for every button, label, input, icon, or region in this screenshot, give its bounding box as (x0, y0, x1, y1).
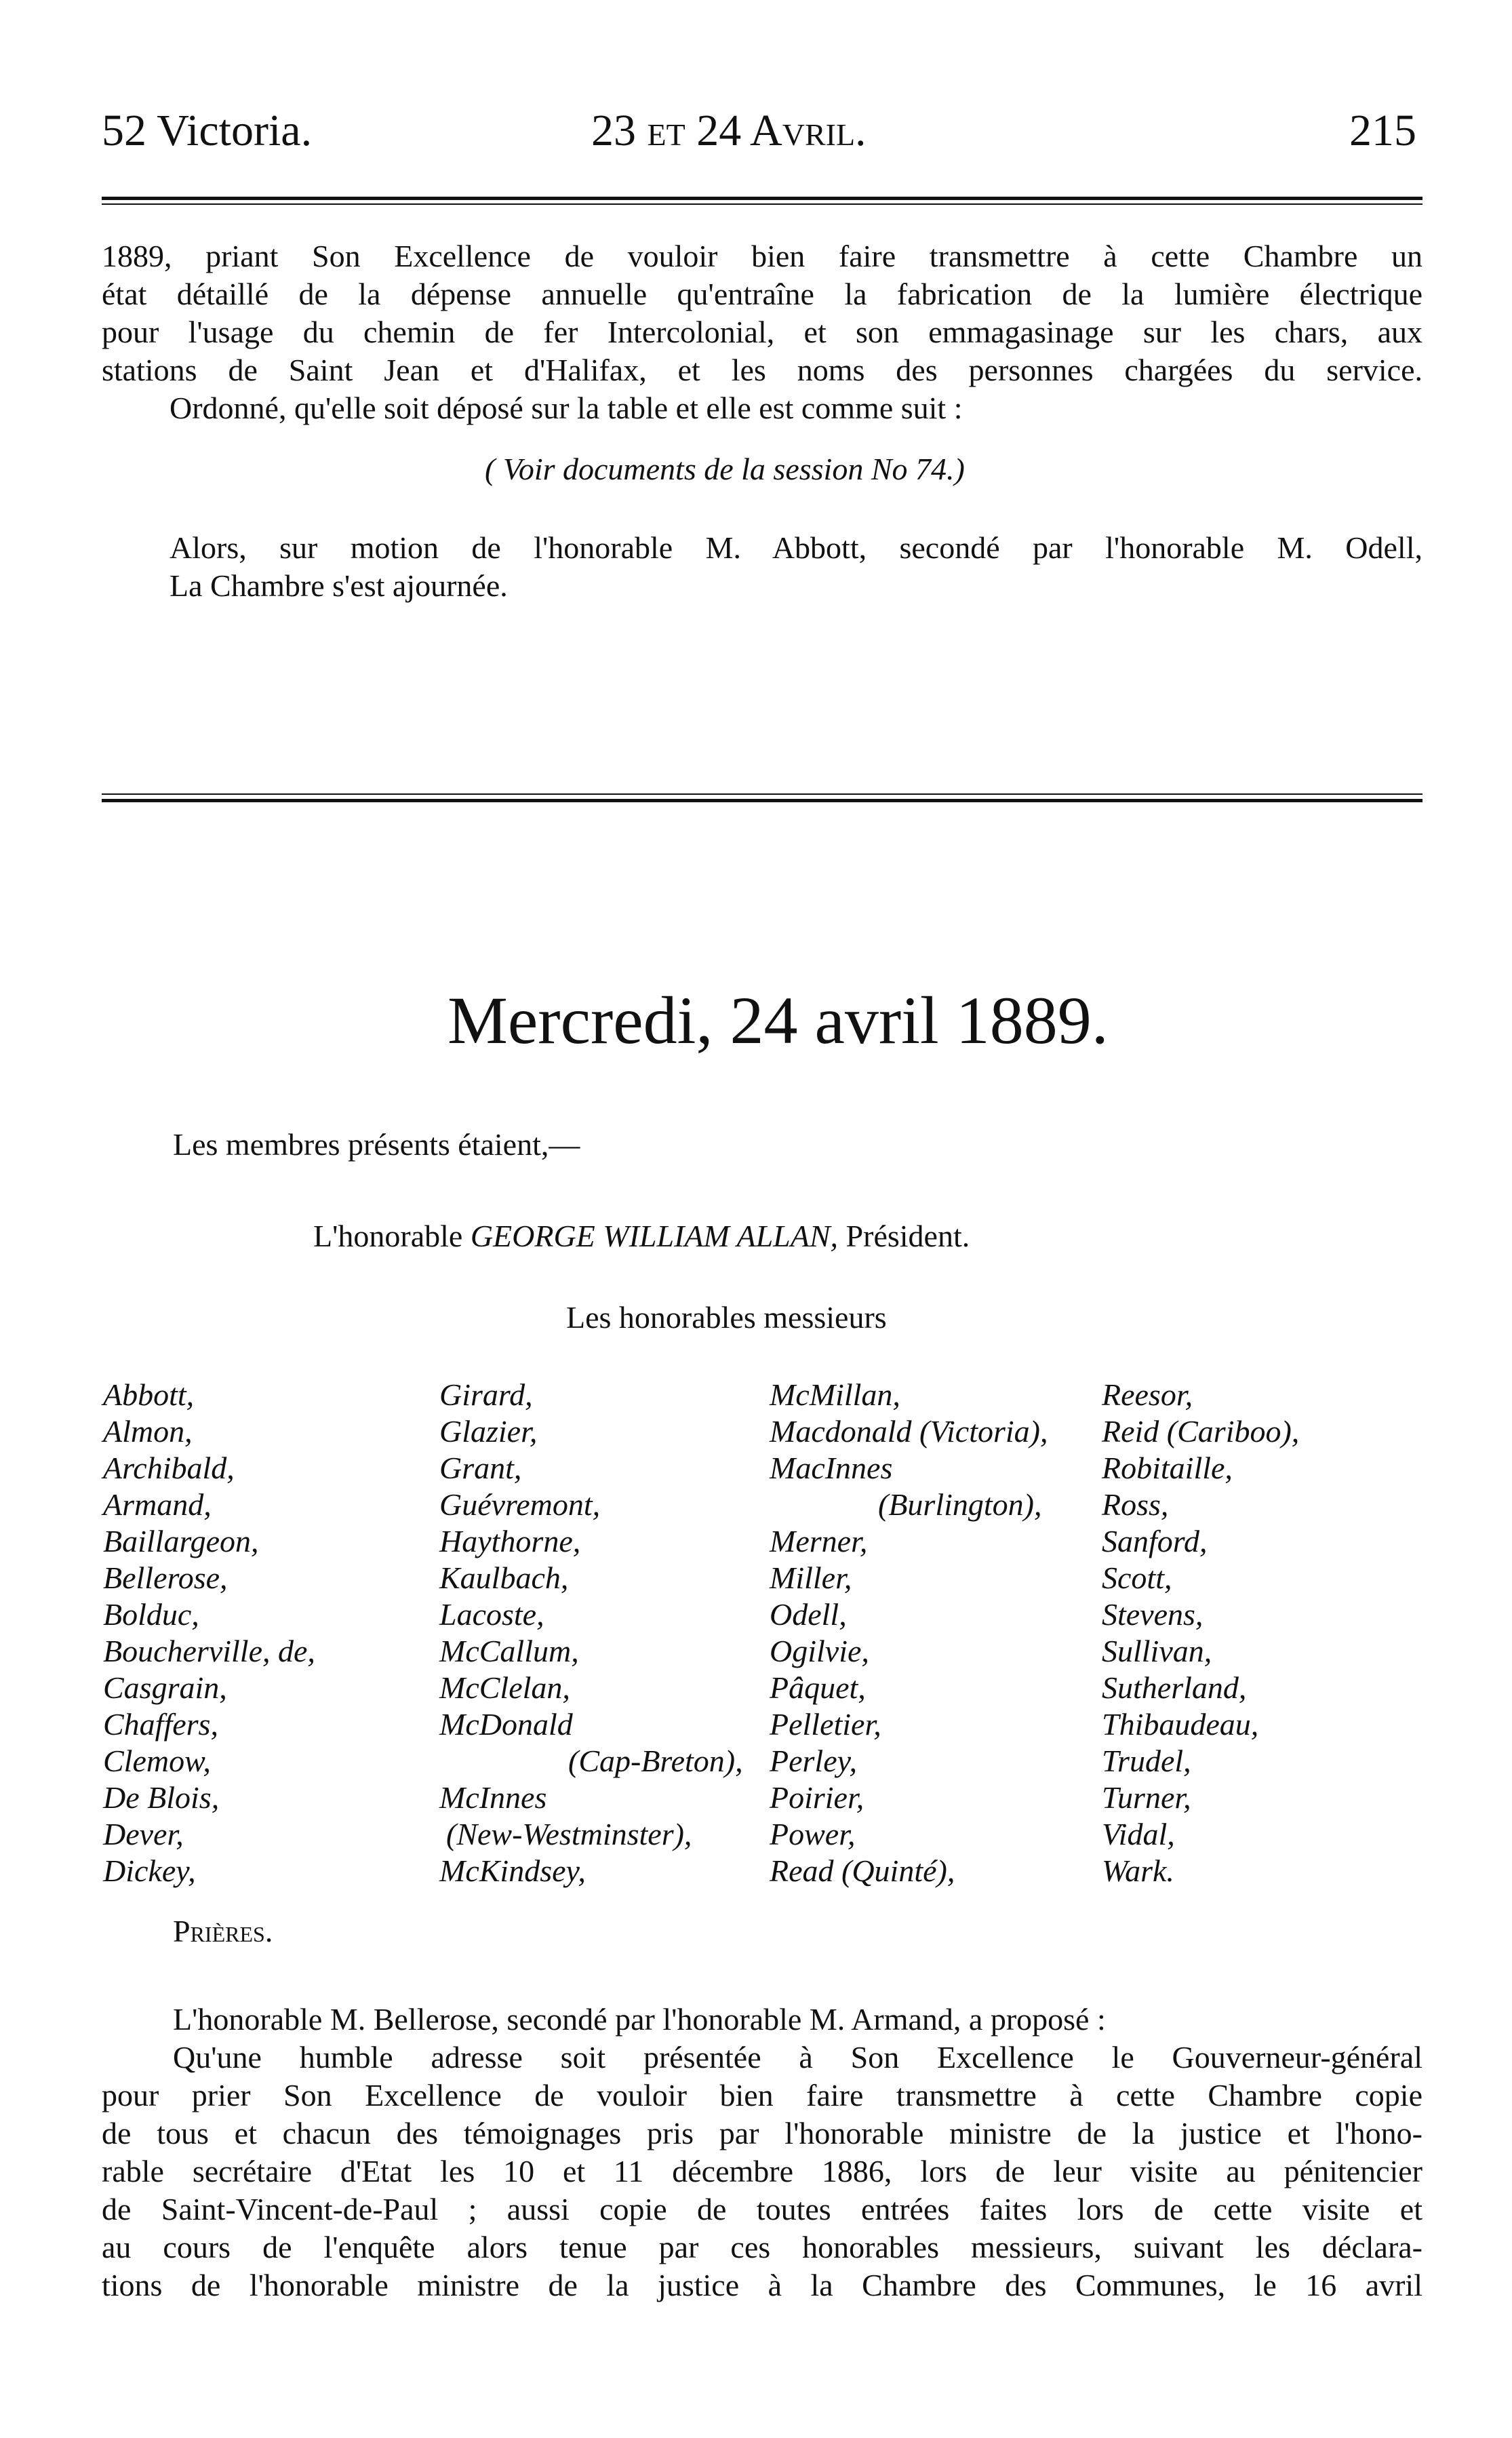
adjournment-line: La Chambre s'est ajournée. (170, 568, 508, 603)
continuation-line: stations de Saint Jean et d'Halifax, et les noms des personnes chargées du service. (102, 353, 1423, 387)
member-name: Wark. (1102, 1853, 1174, 1888)
member-name: MacInnes (770, 1451, 893, 1485)
member-name: Guévremont, (439, 1487, 601, 1522)
member-name: Grant, (439, 1451, 522, 1485)
section-rule-thick (102, 799, 1423, 802)
member-name: Power, (770, 1817, 856, 1851)
motion-line: Qu'une humble adresse soit présentée à Son Excellence le Gouverneur-général (173, 2040, 1423, 2075)
member-name: Lacoste, (439, 1597, 544, 1632)
member-name: Merner, (770, 1524, 868, 1558)
motion-line: au cours de l'enquête alors tenue par ces honorables messieurs, suivant les déclara- (102, 2230, 1423, 2264)
members-present-line: Les membres présents étaient,— (173, 1127, 580, 1162)
member-name: Kaulbach, (439, 1560, 569, 1595)
members-column-4 (1102, 1377, 1299, 1889)
president-line (313, 1217, 970, 1255)
member-name: McMillan, (770, 1377, 900, 1412)
member-name: Odell, (770, 1597, 847, 1632)
member-name-continuation: (Cap-Breton), (568, 1744, 743, 1778)
continuation-line: 1889, priant Son Excellence de vouloir bien faire transmettre à cette Chambre un (102, 239, 1423, 273)
member-name: Girard, (439, 1377, 533, 1412)
member-name: Reid (Cariboo), (1102, 1414, 1300, 1449)
members-column-2 (439, 1377, 743, 1889)
continuation-line: état détaillé de la dépense annuelle qu'entraîne la fabrication de la lumière électrique (102, 277, 1423, 311)
page-number: 215 (1349, 106, 1416, 155)
member-name: Pelletier, (770, 1707, 881, 1742)
member-name: Turner, (1102, 1780, 1191, 1815)
member-name: Thibaudeau, (1102, 1707, 1259, 1742)
member-name: Ogilvie, (770, 1634, 869, 1668)
member-name: Poirier, (770, 1780, 864, 1815)
member-name: Armand, (103, 1487, 212, 1522)
member-name: Glazier, (439, 1414, 538, 1449)
order-line: Ordonné, qu'elle soit déposé sur la table et elle est comme suit : (170, 391, 963, 425)
member-name: Archibald, (103, 1451, 235, 1485)
member-name: Miller, (770, 1560, 852, 1595)
member-name: Macdonald (Victoria), (770, 1414, 1048, 1449)
members-column-1 (103, 1377, 315, 1889)
member-name: Read (Quinté), (770, 1853, 955, 1888)
president-suffix: Président. (845, 1219, 970, 1253)
president-name: GEORGE WILLIAM ALLAN, (470, 1219, 839, 1253)
motion-line: pour prier Son Excellence de vouloir bien faire transmettre à cette Chambre copie (102, 2078, 1423, 2112)
member-name: Clemow, (103, 1744, 211, 1778)
member-name: Almon, (103, 1414, 193, 1449)
honorables-heading: Les honorables messieurs (566, 1300, 887, 1335)
member-name: McDonald (439, 1707, 573, 1742)
sitting-date-title: Mercredi, 24 avril 1889. (447, 983, 1109, 1058)
continuation-line: pour l'usage du chemin de fer Intercolonial, et son emmagasinage sur les chars, aux (102, 315, 1423, 349)
member-name: Vidal, (1102, 1817, 1175, 1851)
member-name: Robitaille, (1102, 1451, 1233, 1485)
member-name-continuation: (New-Westminster), (446, 1817, 692, 1851)
motion-line: tions de l'honorable ministre de la justice à la Chambre des Communes, le 16 avril (102, 2268, 1423, 2302)
member-name: Baillargeon, (103, 1524, 259, 1558)
motion-line: de Saint-Vincent-de-Paul ; aussi copie de toutes entrées faites lors de cette visite et (102, 2192, 1423, 2226)
member-name: McCallum, (439, 1634, 579, 1668)
member-name: Ross, (1102, 1487, 1169, 1522)
member-name: Reesor, (1102, 1377, 1193, 1412)
motion-line: L'honorable M. Bellerose, secondé par l'honorable M. Armand, a proposé : (173, 2002, 1106, 2037)
member-name: Haythorne, (439, 1524, 581, 1558)
member-name: Chaffers, (103, 1707, 218, 1742)
member-name: McKindsey, (439, 1853, 586, 1888)
motion-line: rable secrétaire d'Etat les 10 et 11 décembre 1886, lors de leur visite au pénitencier (102, 2154, 1423, 2188)
member-name: Sullivan, (1102, 1634, 1212, 1668)
member-name: Dever, (103, 1817, 184, 1851)
member-name: Sanford, (1102, 1524, 1208, 1558)
member-name: Trudel, (1102, 1744, 1191, 1778)
member-name: Bolduc, (103, 1597, 199, 1632)
running-head-left: 52 Victoria. (102, 106, 313, 155)
member-name: Boucherville, de, (103, 1634, 315, 1668)
header-rule-thick (102, 197, 1423, 200)
member-name: Pâquet, (770, 1670, 866, 1705)
member-name: McInnes (439, 1780, 547, 1815)
documents-reference: ( Voir documents de la session No 74.) (485, 452, 965, 486)
members-column-3 (770, 1377, 1048, 1889)
running-head-center: 23 et 24 Avril. (591, 106, 867, 155)
prayers-heading: Prières. (173, 1914, 273, 1948)
president-prefix: L'honorable (313, 1219, 463, 1253)
member-name: Bellerose, (103, 1560, 228, 1595)
member-name: Sutherland, (1102, 1670, 1247, 1705)
member-name: Dickey, (103, 1853, 196, 1888)
member-name: Abbott, (103, 1377, 195, 1412)
member-name: Casgrain, (103, 1670, 227, 1705)
member-name: McClelan, (439, 1670, 570, 1705)
member-name: Scott, (1102, 1560, 1172, 1595)
member-name: Stevens, (1102, 1597, 1203, 1632)
member-name: Perley, (770, 1744, 857, 1778)
adjournment-motion-line: Alors, sur motion de l'honorable M. Abbott, secondé par l'honorable M. Odell, (170, 530, 1423, 565)
member-name: De Blois, (103, 1780, 220, 1815)
member-name-continuation: (Burlington), (878, 1487, 1042, 1522)
section-rule-thin (102, 793, 1423, 795)
header-rule-thin (102, 203, 1423, 205)
motion-line: de tous et chacun des témoignages pris par l'honorable ministre de la justice et l'hono- (102, 2116, 1423, 2150)
